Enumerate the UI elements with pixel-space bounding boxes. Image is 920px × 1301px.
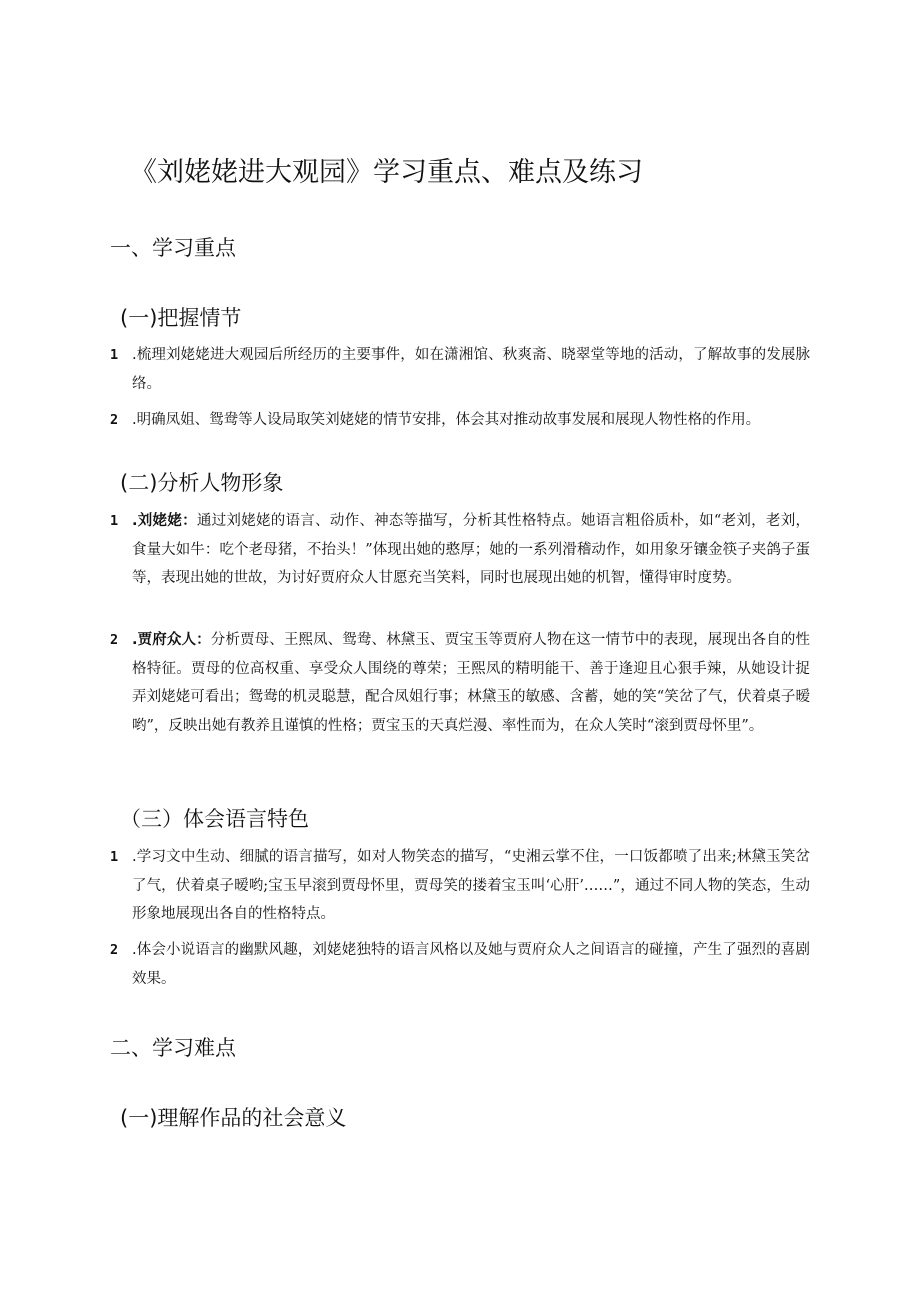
item-text: .学习文中生动、细腻的语言描写，如对人物笑态的描写，“史湘云掌不住，一口饭都喷了出来;林黛玉笑岔了气，伏着桌子暧哟;宝玉早滚到贾母怀里，贾母笑的搂着宝玉叫‘心肝’……”，通过不同人物的笑态，生动形象地展现出各自的性格特点。 — [132, 849, 810, 922]
item-text: .明确凤姐、鸳鸯等人设局取笑刘姥姥的情节安排，体会其对推动故事发展和展现人物性格的作用。 — [132, 412, 761, 428]
subsection-heading-social-meaning: (一)理解作品的社会意义 — [120, 1106, 347, 1130]
item-number: 2 — [110, 942, 119, 958]
item-text: 分析贾母、王熙凤、鸳鸯、林黛玉、贾宝玉等贾府人物在这一情节中的表现，展现出各自的性格特征。贾母的位高权重、享受众人围绕的尊荣；王熙凤的精明能干、善于逢迎且心狠手辣，从她设计捉弄刘姥姥可看出；鸳鸯的机灵聪慧，配合凤姐行事；林黛玉的敏感、含蓄，她的笑“笑岔了气，伏着桌子暧哟”，反映出她有教养且谨慎的性格；贾宝玉的天真烂漫、率性而为，在众人笑时“滚到贾母怀里”。 — [132, 632, 810, 734]
list-item — [110, 507, 810, 593]
subsection-heading-characters: (二)分析人物形象 — [120, 471, 284, 495]
item-number: 2 — [110, 412, 119, 428]
item-lead: .贾府众人： — [132, 632, 211, 648]
item-number: 1 — [110, 513, 119, 529]
section-heading-difficulties: 二、学习难点 — [110, 1036, 236, 1060]
list-item — [110, 626, 810, 740]
document-title: 《刘姥姥进大观园》学习重点、难点及练习 — [130, 157, 643, 188]
list-item — [110, 936, 810, 993]
subsection-heading-plot: (一)把握情节 — [120, 306, 242, 330]
item-number: 2 — [110, 632, 119, 648]
list-item — [110, 406, 810, 435]
section-heading-key-points: 一、学习重点 — [110, 236, 236, 260]
item-text: 通过刘姥姥的语言、动作、神态等描写，分析其性格特点。她语言粗俗质朴，如“老刘，老刘，食量大如牛：吃个老母猪，不抬头！”体现出她的憨厚；她的一系列滑稽动作，如用象牙镶金筷子夹鸽子蛋等，表现出她的世故，为讨好贾府众人甘愿充当笑料，同时也展现出她的机智，懂得审时度势。 — [132, 513, 810, 586]
item-number: 1 — [110, 849, 119, 865]
item-number: 1 — [110, 347, 119, 363]
item-text: .体会小说语言的幽默风趣，刘姥姥独特的语言风格以及她与贾府众人之间语言的碰撞，产生了强烈的喜剧效果。 — [132, 942, 810, 987]
list-item — [110, 843, 810, 929]
subsection-heading-language: （三）体会语言特色 — [120, 807, 309, 831]
item-text: .梳理刘姥姥进大观园后所经历的主要事件，如在潇湘馆、秋爽斋、晓翠堂等地的活动，了解故事的发展脉络。 — [132, 347, 810, 392]
item-lead: .刘姥姥： — [132, 513, 197, 529]
list-item — [110, 341, 810, 398]
